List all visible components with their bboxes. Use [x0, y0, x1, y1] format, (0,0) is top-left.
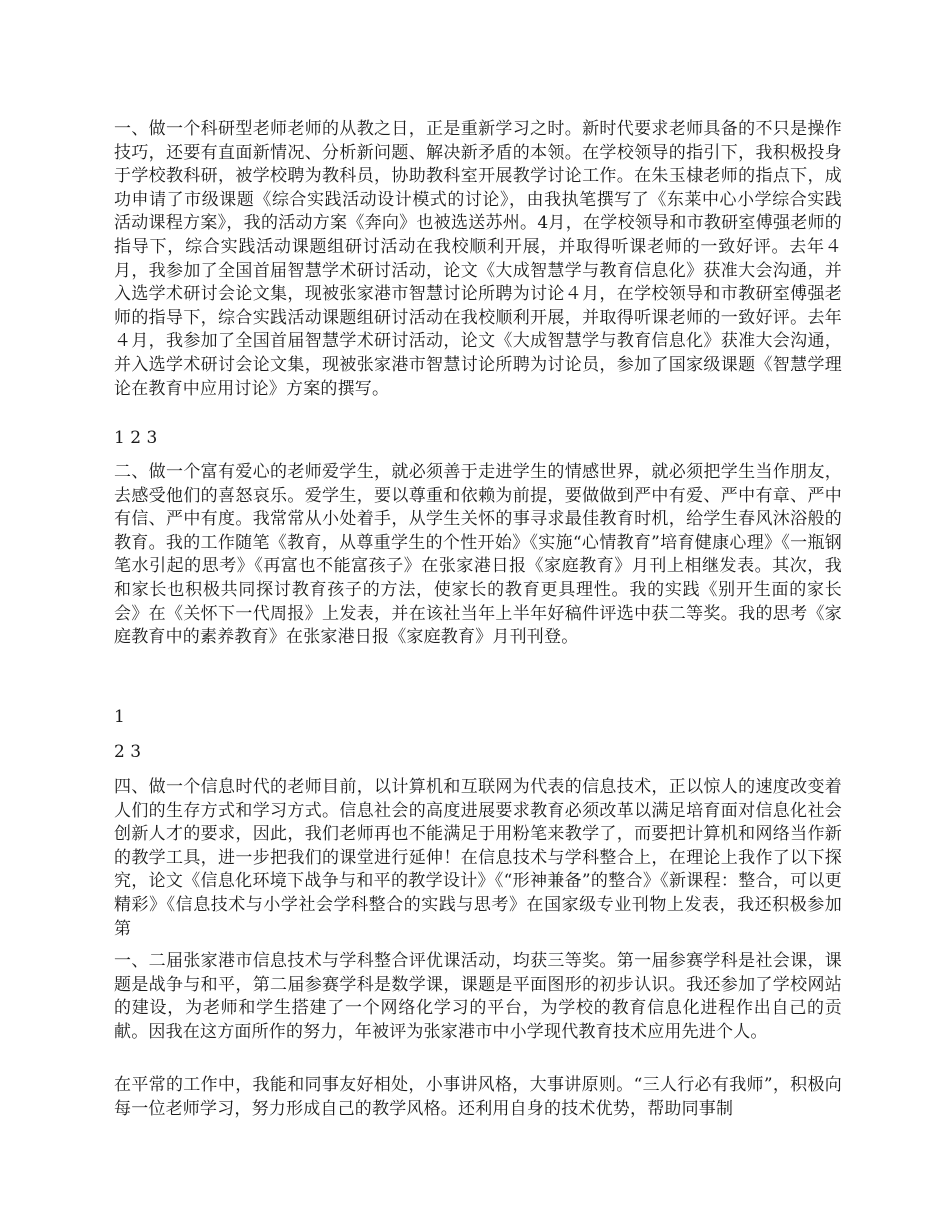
paragraph-information-age-teacher: 四、做一个信息时代的老师目前，以计算机和互联网为代表的信息技术，正以惊人的速度改变着人们的生存方式和学习方式。信息社会的高度进展要求教育必须改革以满足培育面对信息化社会创新人才的要求，因此，我们老师再也不能满足于用粉笔来教学了，而要把计算机和网络当作新的教学工具，进一步把我们的课堂进行延伸！在信息技术与学科整合上，在理论上我作了以下探究，论文《信息化环境下战争与和平的教学设计》《“形神兼备”的整合》《新课程：整合，可以更精彩》《信息技术与小学社会学科整合的实践与思考》在国家级专业刊物上发表，我还积极参加第: [114, 777, 842, 939]
paragraph-integration-awards: 一、二届张家港市信息技术与学科整合评优课活动，均获三等奖。第一届参赛学科是社会课，课题是战争与和平，第二届参赛学科是数学课，课题是平面图形的初步认识。我还参加了学校网站的建设，为老师和学生搭建了一个网络化学习的平台，为学校的教育信息化进程作出自己的贡献。因我在这方面所作的努力，年被评为张家港市中小学现代教育技术应用先进个人。: [114, 951, 842, 1042]
page-number-marker: 1: [114, 707, 125, 727]
page-number-marker: 2 3: [114, 742, 142, 762]
paragraph-research-teacher: 一、做一个科研型老师老师的从教之日，正是重新学习之时。新时代要求老师具备的不只是操作技巧，还要有直面新情况、分析新问题、解决新矛盾的本领。在学校领导的指引下，我积极投身于学校教科研，被学校聘为教科员，协助教科室开展教学讨论工作。在朱玉棣老师的指点下，成功申请了市级课题《综合实践活动设计模式的讨论》，由我执笔撰写了《东莱中心小学综合实践活动课程方案》，我的活动方案《奔向》也被选送苏州。4月，在学校领导和市教研室傅强老师的指导下，综合实践活动课题组研讨活动在我校顺利开展，并取得听课老师的一致好评。去年４月，我参加了全国首届智慧学术研讨活动，论文《大成智慧学与教育信息化》获准大会沟通，并入选学术研讨会论文集，现被张家港市智慧讨论所聘为讨论４月，在学校领导和市教研室傅强老师的指导下，综合实践活动课题组研讨活动在我校顺利开展，并取得听课老师的一致好评。去年４月，我参加了全国首届智慧学术研讨活动，论文《大成智慧学与教育信息化》获准大会沟通，并入选学术研讨会论文集，现被张家港市智慧讨论所聘为讨论员，参加了国家级课题《智慧学理论在教育中应用讨论》方案的撰写。: [114, 119, 842, 399]
page-number-marker: 1 2 3: [114, 428, 158, 448]
paragraph-caring-teacher: 二、做一个富有爱心的老师爱学生，就必须善于走进学生的情感世界，就必须把学生当作朋友，去感受他们的喜怒哀乐。爱学生，要以尊重和依赖为前提，要做做到严中有爱、严中有章、严中有信、严中有度。我常常从小处着手，从学生关怀的事寻求最佳教育时机，给学生春风沐浴般的教育。我的工作随笔《教育，从尊重学生的个性开始》《实施“心情教育”培育健康心理》《一瓶钢笔水引起的思考》《再富也不能富孩子》在张家港日报《家庭教育》月刊上相继发表。其次，我和家长也积极共同探讨教育孩子的方法，使家长的教育更具理性。我的实践《别开生面的家长会》在《关怀下一代周报》上发表，并在该社当年上半年好稿件评选中获二等奖。我的思考《家庭教育中的素养教育》在张家港日报《家庭教育》月刊刊登。: [114, 462, 842, 648]
paragraph-colleagues: 在平常的工作中，我能和同事友好相处，小事讲风格，大事讲原则。“三人行必有我师”，积极向每一位老师学习，努力形成自己的教学风格。还利用自身的技术优势，帮助同事制: [114, 1075, 842, 1119]
